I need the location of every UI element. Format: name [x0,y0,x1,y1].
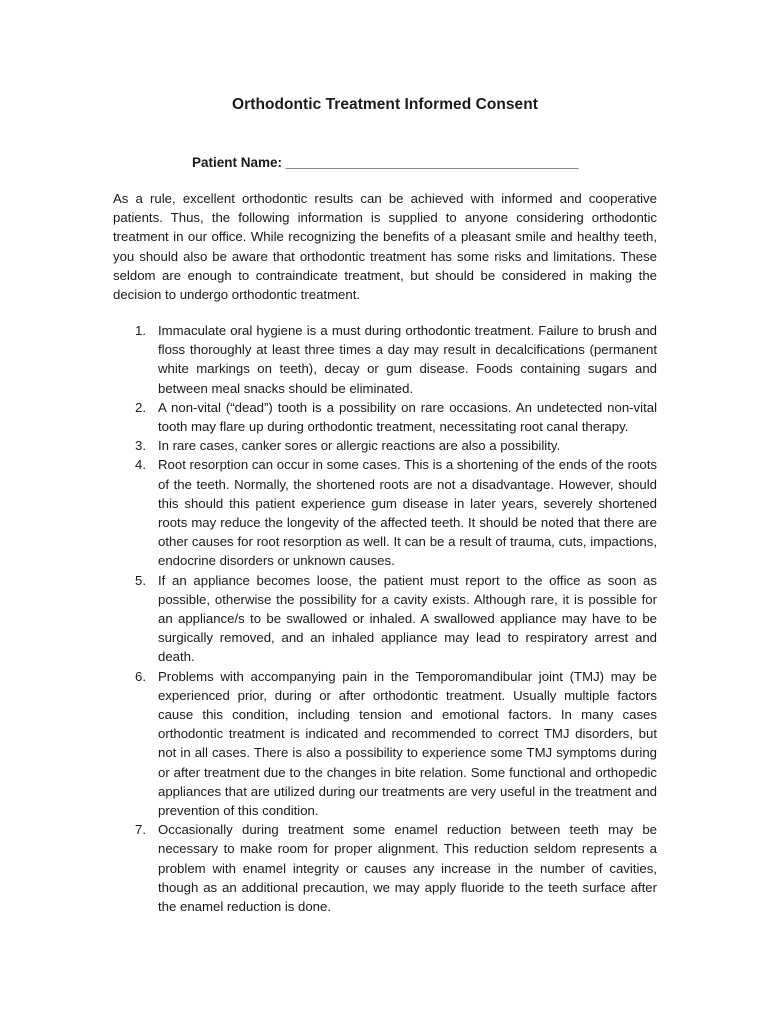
list-item-text: Root resorption can occur in some cases. This is a shortening of the ends of the roots of the teeth. Normally, the shortened roots are not a disadvantage. However, should this should this patient experience gum disease in later years, severely shortened roots may reduce the longevity of the affected teeth. It should be noted that there are other causes for root resorption as well. It can be a result of trauma, cuts, impactions, endocrine disorders or unknown causes. [158,457,657,569]
list-item [113,398,657,436]
list-item-text: A non-vital (“dead”) tooth is a possibility on rare occasions. An undetected non-vital tooth may flare up during orthodontic treatment, necessitating root canal therapy. [158,399,657,435]
page-title: Orthodontic Treatment Informed Consent [232,96,538,113]
risk-list [113,321,657,916]
list-item [113,436,657,455]
list-item-text: In rare cases, canker sores or allergic reactions are also a possibility. [158,438,561,454]
patient-name-field: Patient Name: _______________________________________ [192,155,579,170]
list-item-number: 6. [135,668,146,684]
list-item-number: 2. [135,399,146,415]
list-item-number: 4. [135,457,146,473]
list-item-number: 1. [135,323,146,338]
list-item-number: 3. [135,438,146,454]
list-item [113,455,657,570]
list-item-number: 7. [135,822,146,838]
list-item [113,321,657,398]
list-item-text: If an appliance becomes loose, the patient must report to the office as soon as possible, otherwise the possibility for a cavity exists. Although rare, it is possible for an appliance/s to be swallowed or inhaled. A swallowed appliance may have to be surgically removed, and an inhaled appliance may lead to respiratory arrest and death. [158,572,657,665]
list-item [113,820,657,916]
list-item-text: Occasionally during treatment some enamel reduction between teeth may be necessary to make room for proper alignment. This reduction seldom represents a problem with enamel integrity or causes any increase in the number of cavities, though as an additional precaution, we may apply fluoride to the teeth surface after the enamel reduction is done. [158,822,657,915]
list-item-text: Problems with accompanying pain in the Temporomandibular joint (TMJ) may be experienced prior, during or after orthodontic treatment. Usually multiple factors cause this condition, including tension and emotional factors. In many cases orthodontic treatment is indicated and recommended to correct TMJ disorders, but not in all cases. There is also a possibility to experience some TMJ symptoms during or after treatment due to the changes in bite relation. Some functional and orthopedic appliances that are utilized during our treatments are very useful in the treatment and prevention of this condition. [158,668,657,819]
intro-paragraph: As a rule, excellent orthodontic results can be achieved with informed and cooperative patients. Thus, the following information is supplied to anyone considering orthodontic treatment in our office. While recognizing the benefits of a pleasant smile and healthy teeth, you should also be aware that orthodontic treatment has some risks and limitations. These seldom are enough to contraindicate treatment, but should be considered in making the decision to undergo orthodontic treatment. [113,191,657,303]
list-item [113,667,657,821]
list-item-text: Immaculate oral hygiene is a must during orthodontic treatment. Failure to brush and floss thoroughly at least three times a day may result in decalcifications (permanent white markings on teeth), decay or gum disease. Foods containing sugars and between meal snacks should be eliminated. [158,323,657,396]
list-item-number: 5. [135,572,146,588]
list-item [113,571,657,667]
